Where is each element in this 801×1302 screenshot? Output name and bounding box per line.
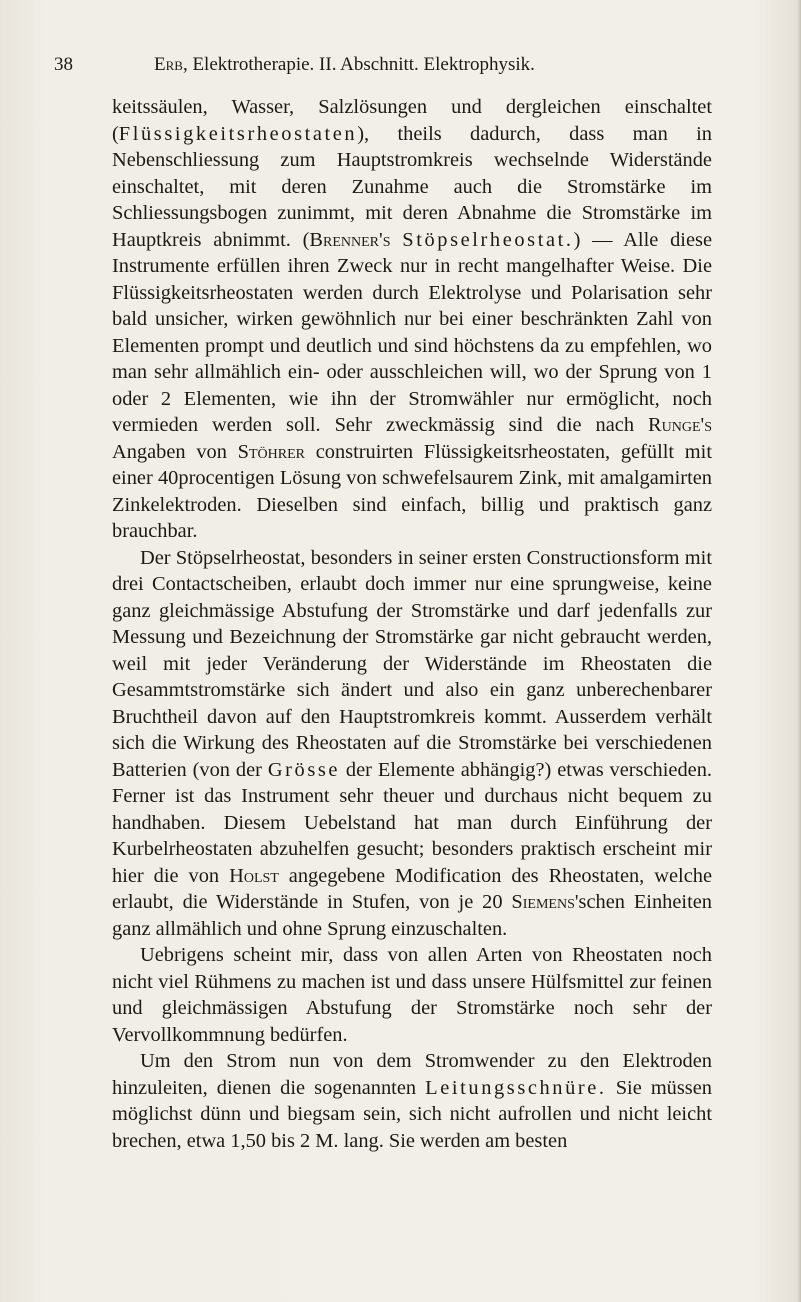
paragraph-3 <box>112 942 712 1048</box>
text-run: Angaben von <box>112 440 238 463</box>
running-title-rest: , Elektrotherapie. II. Abschnitt. Elektrophysik. <box>182 54 535 75</box>
text-run <box>390 229 402 251</box>
text-run: ) — Alle diese Instrumente erfüllen ihren Zweck nur in recht mangelhafter Weise. Die Flüssigkeitsrheostaten werden durch Elektrolyse und Polarisation sehr bald unsicher, wirken gewöhnlich nur bei einer beschränkten Zahl von Elementen prompt und deutlich und sind höchstens da zu empfehlen, wo man sehr allmählich ein- oder ausschleichen will, wo der Sprung von 1 oder 2 Elementen, wie ihn der Stromwähler nur ermöglicht, noch vermieden werden soll. Sehr zweckmässig sind die nach <box>112 228 712 436</box>
emphasis-term: Flüssigkeitsrheostaten <box>118 122 358 145</box>
page-edge-shadow <box>797 0 801 1302</box>
paragraph-1 <box>112 94 712 545</box>
emphasis-term: Grösse <box>267 758 341 781</box>
person-name: Brenner's <box>309 228 391 251</box>
text-run: 'schen Einheiten ganz allmählich und ohne Sprung einzuschalten. <box>112 891 712 940</box>
page-number: 38 <box>54 54 73 75</box>
text-run: Um den Strom nun von dem Stromwender zu den Elektroden hinzuleiten, dienen die sogenannten <box>112 1050 712 1099</box>
running-title <box>154 52 535 78</box>
text-run: ), theils dadurch, dass man in Nebenschliessung zum Hauptstromkreis wechselnde Widerstände einschaltet, mit deren Zunahme auch die Stromstärke im Schliessungsbogen zunimmt, mit deren Abnahme die Stromstärke im Hauptkreis abnimmt. ( <box>112 122 712 251</box>
emphasis-term: Leitungsschnüre. <box>425 1076 607 1099</box>
author-name: Erb <box>154 54 183 75</box>
paragraph-4 <box>112 1048 712 1154</box>
person-name: Runge's <box>648 414 712 436</box>
text-run: keitssäulen, Wasser, Salzlösungen und dergleichen einschaltet ( <box>112 96 712 145</box>
person-name: Holst <box>229 864 279 887</box>
person-name: Stöhrer <box>237 440 305 463</box>
text-run: Der Stöpselrheostat, besonders in seiner ersten Constructionsform mit drei Contactscheiben, erlaubt doch immer nur eine sprungweise, keine ganz gleichmässige Abstufung der Stromstärke und darf jedenfalls zur Messung und Bezeichnung der Stromstärke gar nicht gebraucht werden, weil mit jeder Veränderung der Widerstände im Rheostaten die Gesammtstromstärke sich ändert und also ein ganz unberechenbarer Bruchtheil davon auf den Hauptstromkreis kommt. Ausserdem verhält sich die Wirkung des Rheostaten auf die Stromstärke bei verschiedenen Batterien (von der <box>112 546 712 781</box>
emphasis-term: Stöpselrheostat. <box>402 228 574 251</box>
paragraph-2 <box>112 545 712 943</box>
text-run: Sie müssen möglichst dünn und biegsam sein, sich nicht aufrollen und nicht leicht brechen, etwa 1,50 bis 2 M. lang. Sie werden am besten <box>112 1076 712 1152</box>
text-run: angegebene Modification des Rheostaten, welche erlaubt, die Widerstände in Stufen, von je 20 <box>112 864 712 913</box>
text-run: der Elemente abhängig?) etwas verschieden. Ferner ist das Instrument sehr theuer und durchaus nicht bequem zu handhaben. Diesem Uebelstand hat man durch Einführung der Kurbelrheostaten abzuhelfen gesucht; besonders praktisch erscheint mir hier die von <box>112 758 712 887</box>
text-run: construirten Flüssigkeitsrheostaten, gefüllt mit einer 40procentigen Lösung von schwefelsaurem Zink, mit amalgamirten Zinkelektroden. Dieselben sind einfach, billig und praktisch ganz brauchbar. <box>112 440 712 542</box>
text-run: Uebrigens scheint mir, dass von allen Arten von Rheostaten noch nicht viel Rühmens zu machen ist und dass unsere Hülfsmittel zur feinen und gleichmässigen Abstufung der Stromstärke noch sehr der Vervollkommnung bedürfen. <box>112 944 712 1046</box>
body-text <box>112 94 712 1154</box>
person-name: Siemens <box>511 891 575 913</box>
running-header <box>54 52 754 78</box>
